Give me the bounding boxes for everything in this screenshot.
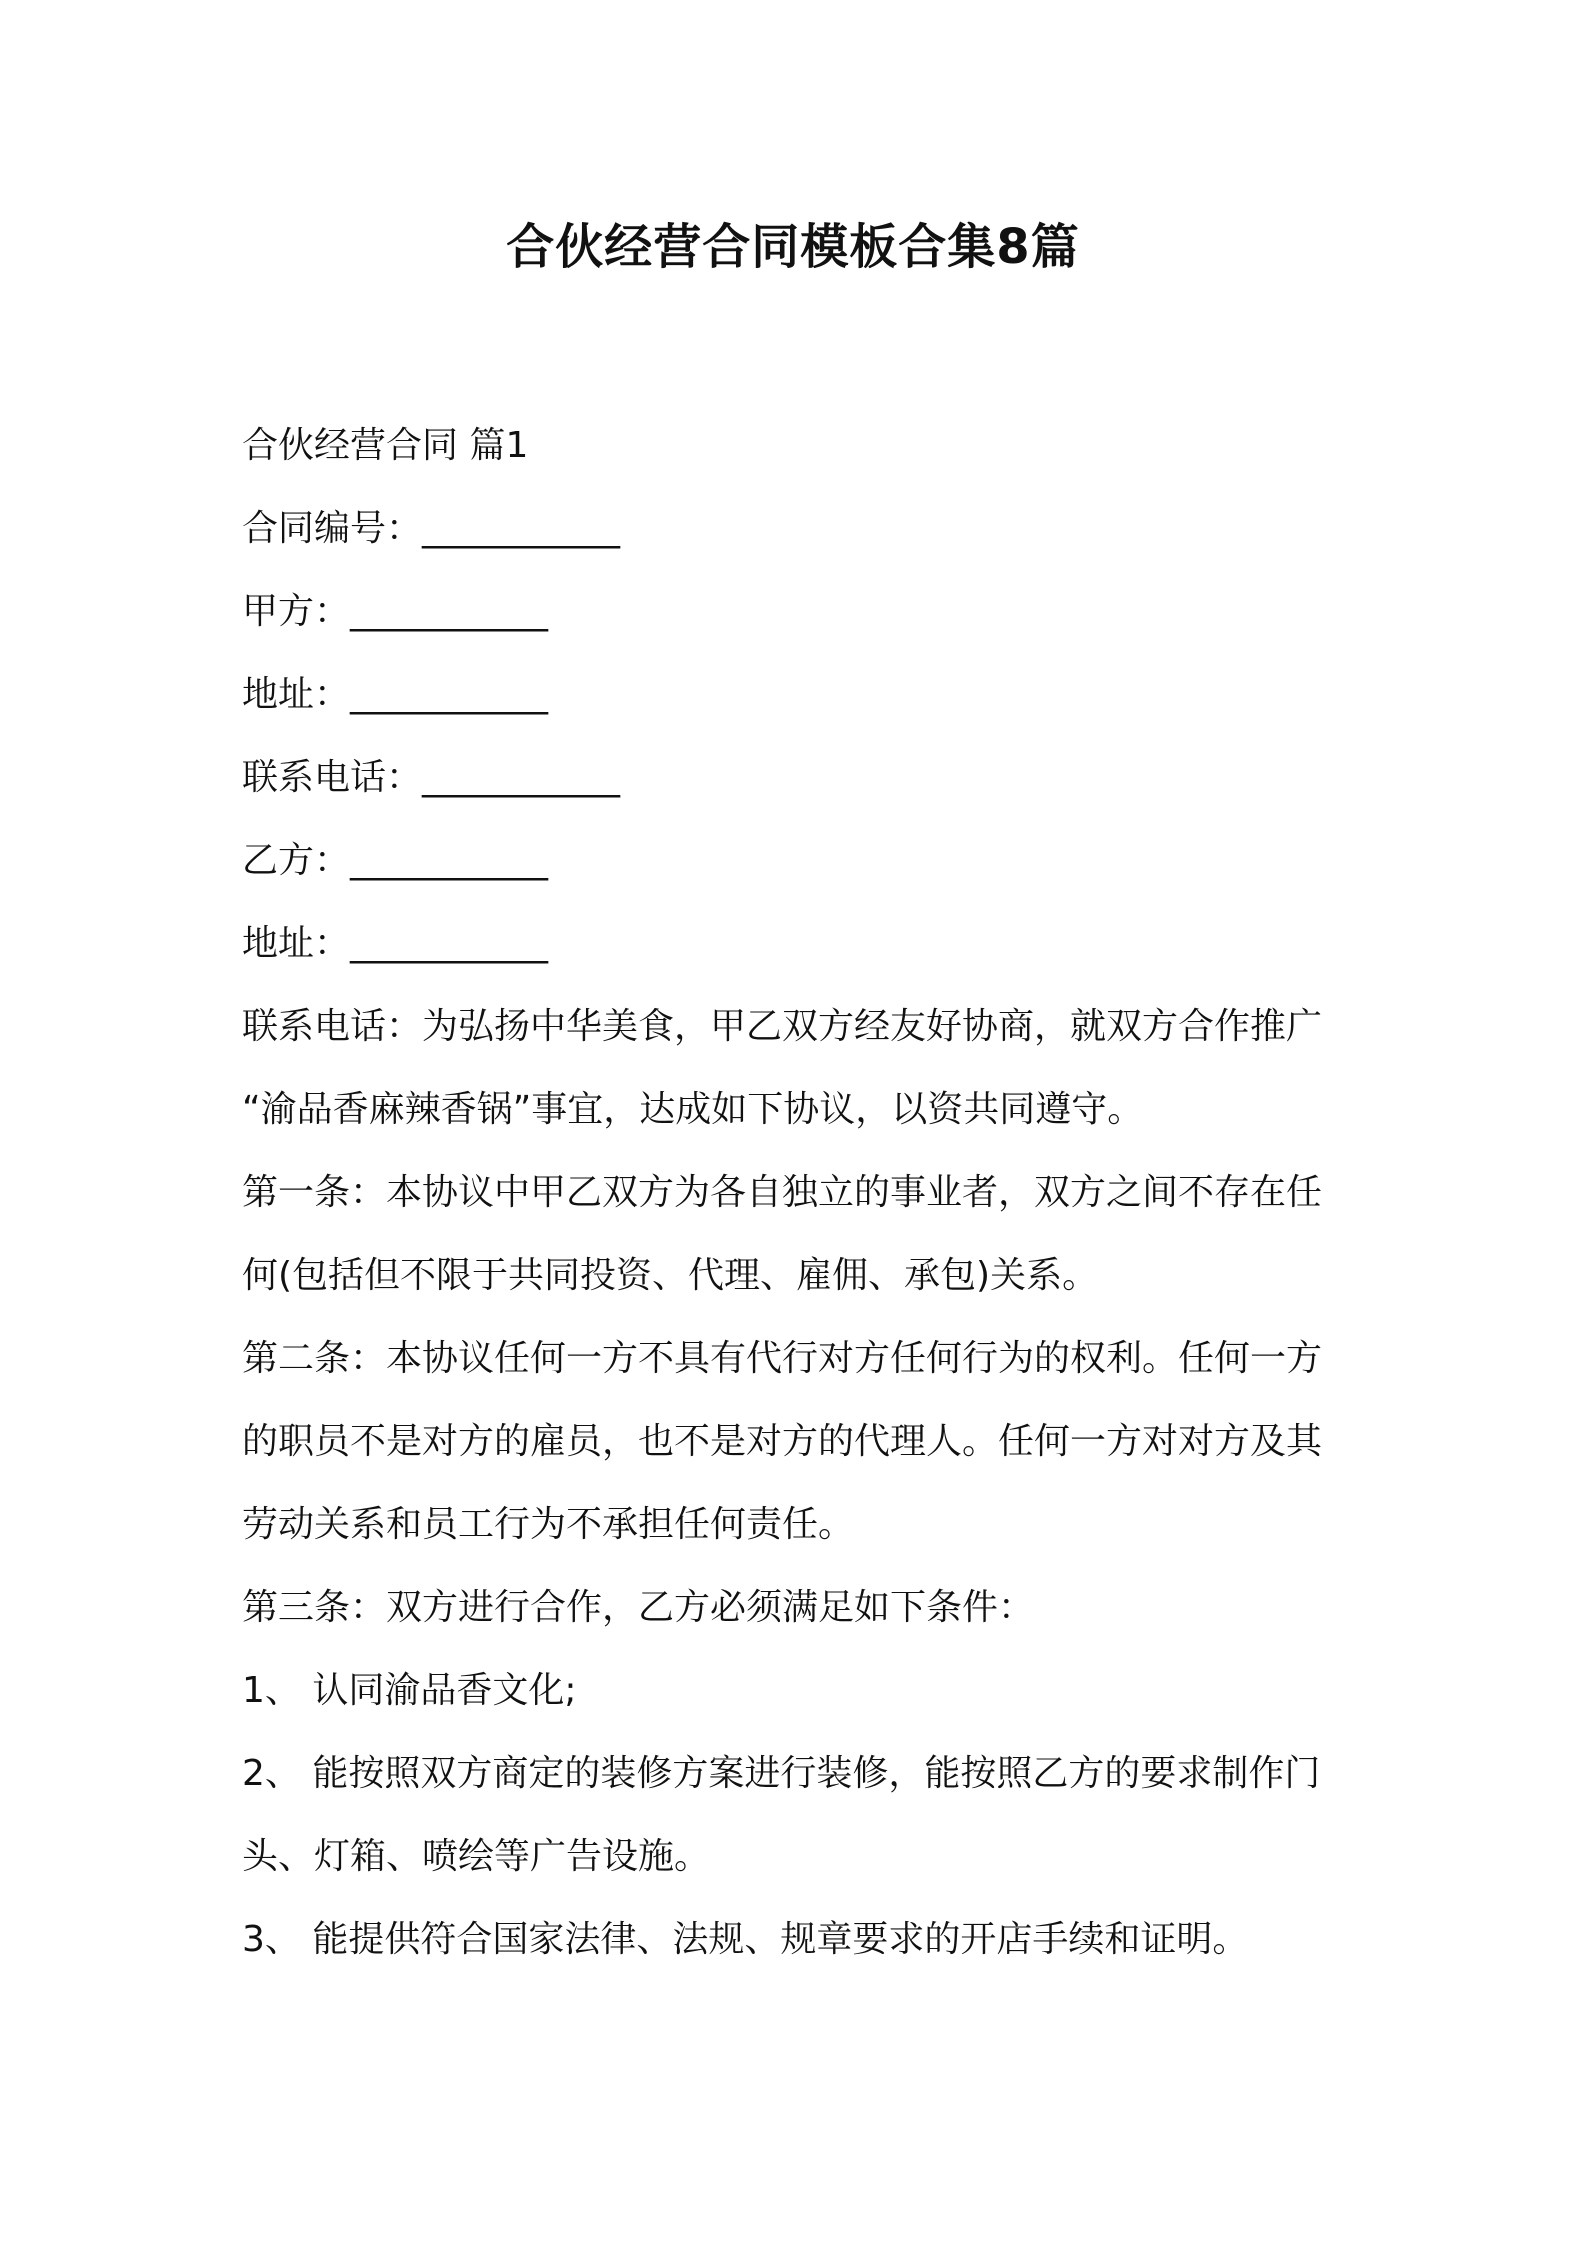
party-b-line: 乙方：___________ <box>242 840 549 881</box>
article-1-line: 第一条：本协议中甲乙双方为各自独立的事业者，双方之间不存在任 <box>242 1172 1323 1213</box>
contract-number-line: 合同编号：___________ <box>242 508 621 549</box>
section-heading: 合伙经营合同 篇1 <box>242 425 529 466</box>
article-2-line: 的职员不是对方的雇员，也不是对方的代理人。任何一方对对方及其 <box>242 1421 1323 1462</box>
party-b-address-line: 地址：___________ <box>242 923 549 964</box>
list-item-1: 1、 认同渝品香文化; <box>242 1670 577 1711</box>
party-a-address-line: 地址：___________ <box>242 674 549 715</box>
list-item-2-continued: 头、灯箱、喷绘等广告设施。 <box>242 1836 711 1877</box>
paragraph-line: 联系电话：为弘扬中华美食，甲乙双方经友好协商，就双方合作推广 <box>242 1006 1323 1047</box>
document-body <box>242 404 1362 1981</box>
document-title: 合伙经营合同模板合集8篇 <box>506 219 1080 275</box>
party-a-line: 甲方：___________ <box>242 591 549 632</box>
list-item-3: 3、 能提供符合国家法律、法规、规章要求的开店手续和证明。 <box>242 1919 1249 1960</box>
article-2-line: 第二条：本协议任何一方不具有代行对方任何行为的权利。任何一方 <box>242 1338 1323 1379</box>
party-a-phone-line: 联系电话：___________ <box>242 757 621 798</box>
paragraph-line: “渝品香麻辣香锅”事宜，达成如下协议，以资共同遵守。 <box>242 1089 1144 1130</box>
article-1-line: 何(包括但不限于共同投资、代理、雇佣、承包)关系。 <box>242 1255 1099 1296</box>
article-3-line: 第三条：双方进行合作，乙方必须满足如下条件： <box>242 1587 1035 1628</box>
list-item-2: 2、 能按照双方商定的装修方案进行装修，能按照乙方的要求制作门 <box>242 1753 1321 1794</box>
article-2-line: 劳动关系和员工行为不承担任何责任。 <box>242 1504 855 1545</box>
